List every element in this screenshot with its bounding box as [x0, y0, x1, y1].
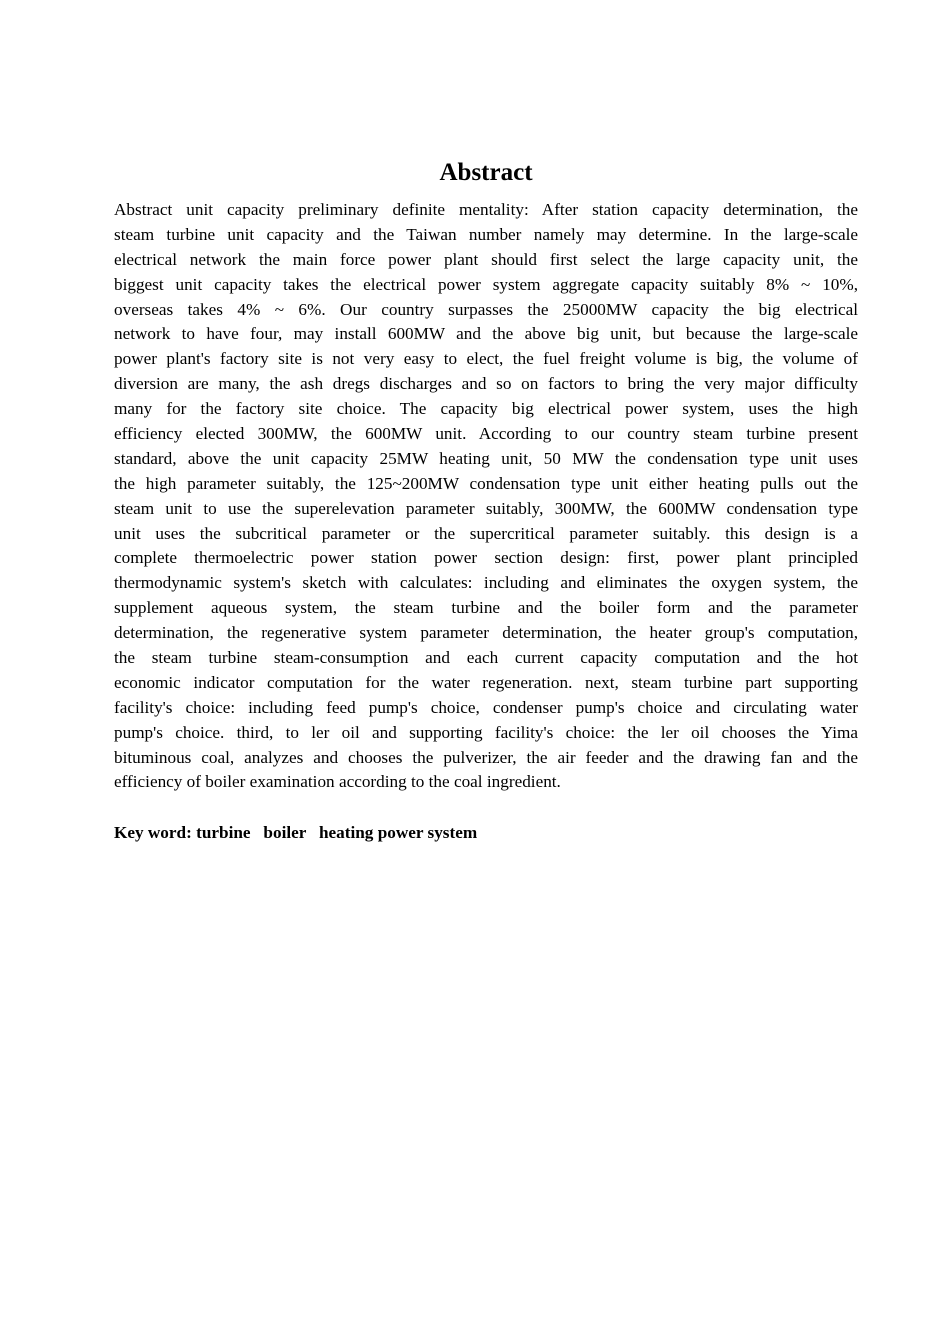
keywords-line: Key word: turbine boiler heating power system [114, 823, 478, 842]
abstract-line: steam unit to use the superelevation parameter suitably, 300MW, the 600MW condensation type [114, 498, 858, 518]
abstract-line: pump's choice. third, to ler oil and supporting facility's choice: the ler oil chooses the Yima [114, 722, 858, 742]
abstract-line: steam turbine unit capacity and the Taiwan number namely may determine. In the large-scale [114, 224, 858, 244]
abstract-line: the steam turbine steam-consumption and each current capacity computation and the hot [114, 648, 858, 668]
abstract-line: bituminous coal, analyzes and chooses the pulverizer, the air feeder and the drawing fan and the [114, 747, 858, 767]
abstract-line: facility's choice: including feed pump's choice, condenser pump's choice and circulating water [114, 697, 858, 717]
abstract-line: economic indicator computation for the water regeneration. next, steam turbine part supporting [114, 672, 858, 692]
abstract-line: overseas takes 4% ~ 6%. Our country surpasses the 25000MW capacity the big electrical [114, 299, 858, 319]
abstract-line: diversion are many, the ash dregs discharges and so on factors to bring the very major difficulty [114, 374, 858, 394]
abstract-line: determination, the regenerative system parameter determination, the heater group's computation, [114, 623, 858, 643]
abstract-line: efficiency elected 300MW, the 600MW unit. According to our country steam turbine present [114, 424, 858, 444]
abstract-line: standard, above the unit capacity 25MW heating unit, 50 MW the condensation type unit uses [114, 448, 858, 468]
abstract-title: Abstract [439, 159, 533, 186]
abstract-line: power plant's factory site is not very easy to elect, the fuel freight volume is big, the volume of [114, 349, 858, 369]
abstract-line: Abstract unit capacity preliminary definite mentality: After station capacity determination, the [114, 200, 858, 219]
abstract-body [114, 198, 858, 795]
abstract-line: the high parameter suitably, the 125~200MW condensation type unit either heating pulls out the [114, 473, 858, 493]
abstract-line: many for the factory site choice. The capacity big electrical power system, uses the high [114, 399, 858, 419]
abstract-line: network to have four, may install 600MW and the above big unit, but because the large-scale [114, 324, 858, 344]
abstract-line: supplement aqueous system, the steam turbine and the boiler form and the parameter [114, 598, 858, 618]
abstract-line: biggest unit capacity takes the electrical power system aggregate capacity suitably 8% ~ 10%, [114, 274, 858, 294]
abstract-line: unit uses the subcritical parameter or the supercritical parameter suitably. this design is a [114, 523, 858, 543]
abstract-line: thermodynamic system's sketch with calculates: including and eliminates the oxygen system, the [114, 573, 858, 593]
abstract-line: efficiency of boiler examination according to the coal ingredient. [114, 772, 561, 792]
abstract-line: complete thermoelectric power station power section design: first, power plant principled [114, 548, 858, 568]
abstract-line: electrical network the main force power plant should first select the large capacity unit, the [114, 249, 858, 269]
